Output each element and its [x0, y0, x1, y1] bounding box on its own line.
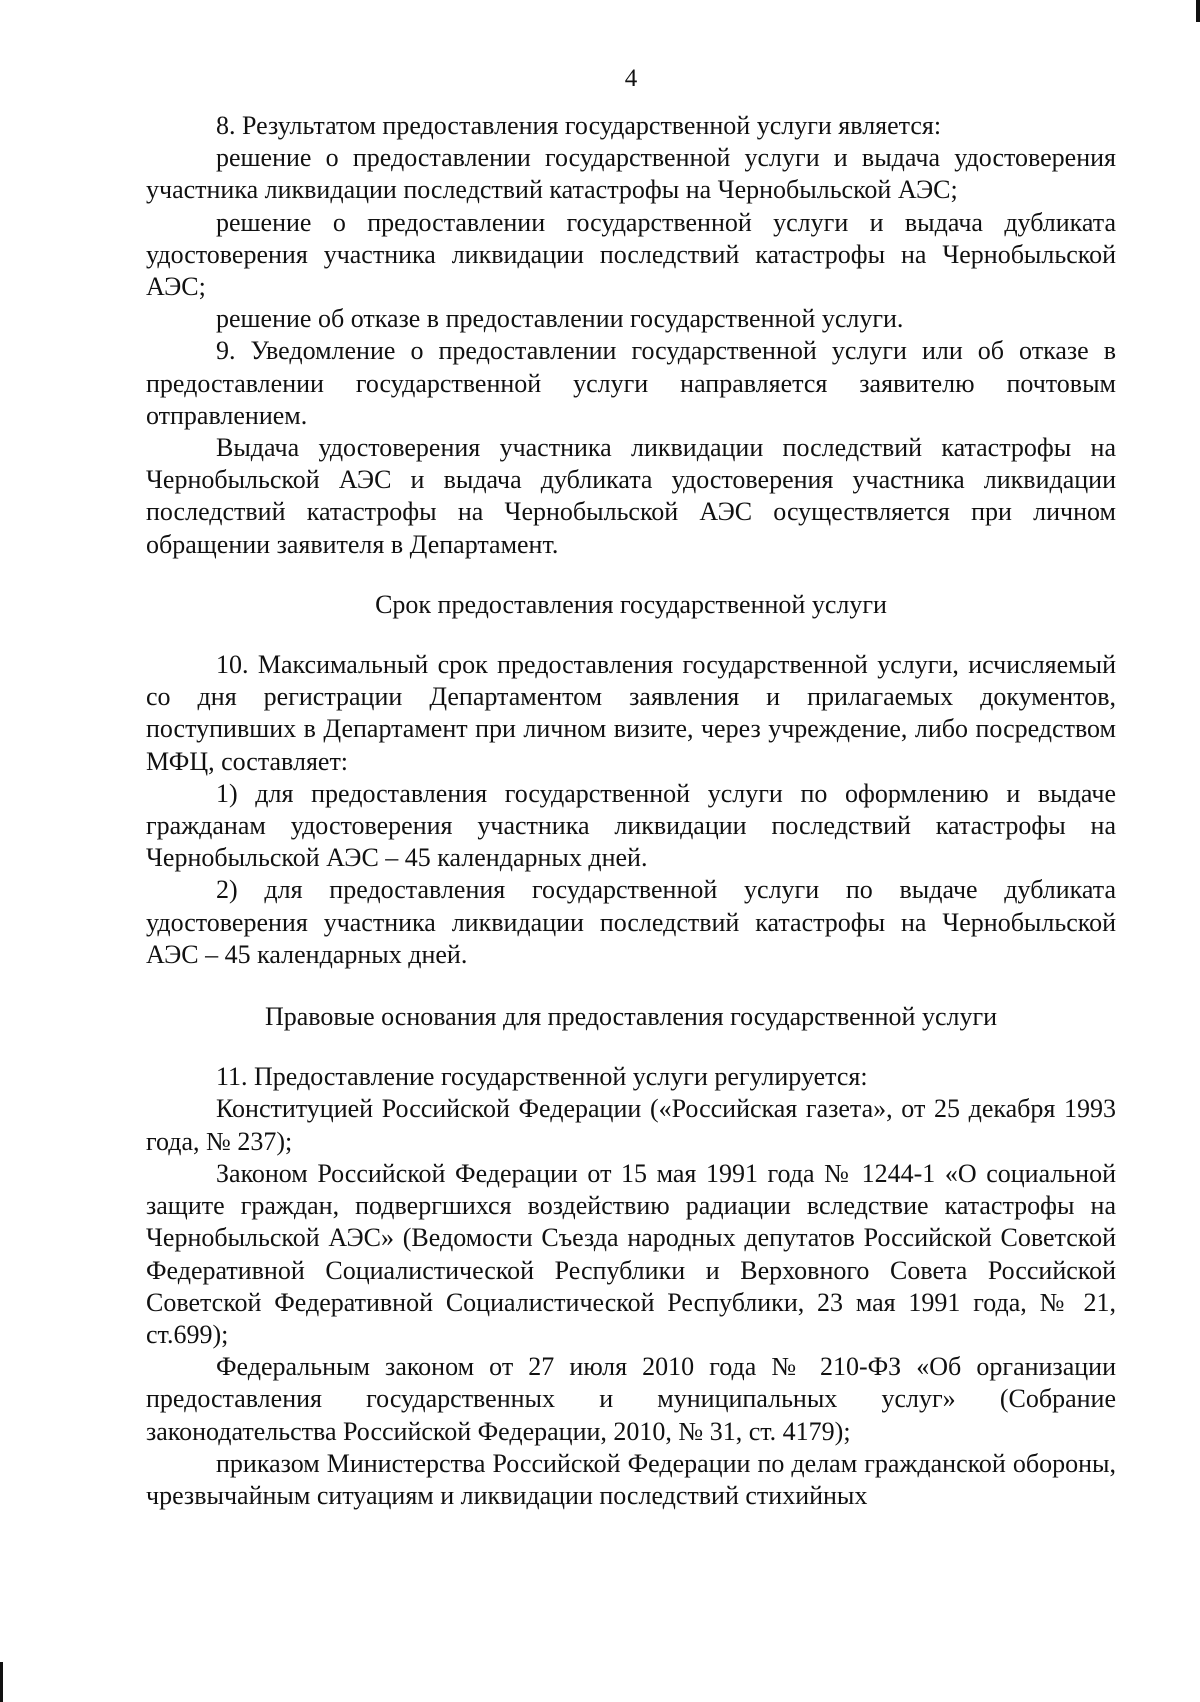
legal-act-mchs-order: приказом Министерства Российской Федерации по делам гражданской обороны, чрезвычайным ситуациям и ликвидации последствий стихийных — [146, 1448, 1116, 1510]
page-number: 4 — [624, 65, 638, 92]
section-heading-term: Срок предоставления государственной услуги — [375, 589, 887, 619]
paragraph-11: 11. Предоставление государственной услуги регулируется: — [216, 1062, 868, 1092]
scan-edge-mark — [0, 1662, 3, 1702]
legal-act-constitution: Конституцией Российской Федерации («Российская газета», от 25 декабря 1993 года, № 237); — [146, 1094, 1116, 1156]
paragraph-10: 10. Максимальный срок предоставления государственной услуги, исчисляемый со дня регистрации Департаментом заявления и прилагаемых документов, поступивших в Департамент при личном визите, через учреждение, либо посредством МФЦ, составляет: — [146, 650, 1116, 776]
paragraph-8-intro: 8. Результатом предоставления государственной услуги является: — [216, 111, 942, 140]
document-body — [146, 110, 1116, 1512]
legal-act-law-1244-1: Законом Российской Федерации от 15 мая 1991 года № 1244-1 «О социальной защите граждан, подвергшихся воздействию радиации вследствие катастрофы на Чернобыльской АЭС» (Ведомости Съезда народных депутатов Российской Советской Федеративной Социалистической Республики и Верховного Совета Российской Советской Федеративной Социалистической Республики, 23 мая 1991 года, № 21, ст.699); — [146, 1158, 1116, 1349]
paragraph-8-item-3: решение об отказе в предоставлении государственной услуги. — [216, 304, 904, 334]
paragraph-9: 9. Уведомление о предоставлении государственной услуги или об отказе в предоставлении государственной услуги направляется заявителю почтовым отправлением. — [146, 336, 1116, 430]
paragraph-10-item-1: 1) для предоставления государственной услуги по оформлению и выдаче гражданам удостоверения участника ликвидации последствий катастрофы на Чернобыльской АЭС – 45 календарных дней. — [146, 778, 1116, 873]
paragraph-9-issuance: Выдача удостоверения участника ликвидации последствий катастрофы на Чернобыльской АЭС и выдача дубликата удостоверения участника ликвидации последствий катастрофы на Чернобыльской АЭС осуществляется при личном обращении заявителя в Департамент. — [146, 433, 1116, 559]
section-heading-legal-basis: Правовые основания для предоставления государственной услуги — [264, 1002, 998, 1032]
paragraph-8-item-1: решение о предоставлении государственной услуги и выдача удостоверения участника ликвидации последствий катастрофы на Чернобыльской АЭС; — [146, 143, 1116, 205]
legal-act-law-210-fz: Федеральным законом от 27 июля 2010 года № 210-ФЗ «Об организации предоставления государственных и муниципальных услуг» (Собрание законодательства Российской Федерации, 2010, № 31, ст. 4179); — [146, 1352, 1116, 1446]
paragraph-8-item-2: решение о предоставлении государственной услуги и выдача дубликата удостоверения участника ликвидации последствий катастрофы на Чернобыльской АЭС; — [146, 207, 1116, 302]
paragraph-10-item-2: 2) для предоставления государственной услуги по выдаче дубликата удостоверения участника ликвидации последствий катастрофы на Чернобыльской АЭС – 45 календарных дней. — [146, 875, 1116, 969]
scan-edge-mark — [1196, 0, 1200, 22]
